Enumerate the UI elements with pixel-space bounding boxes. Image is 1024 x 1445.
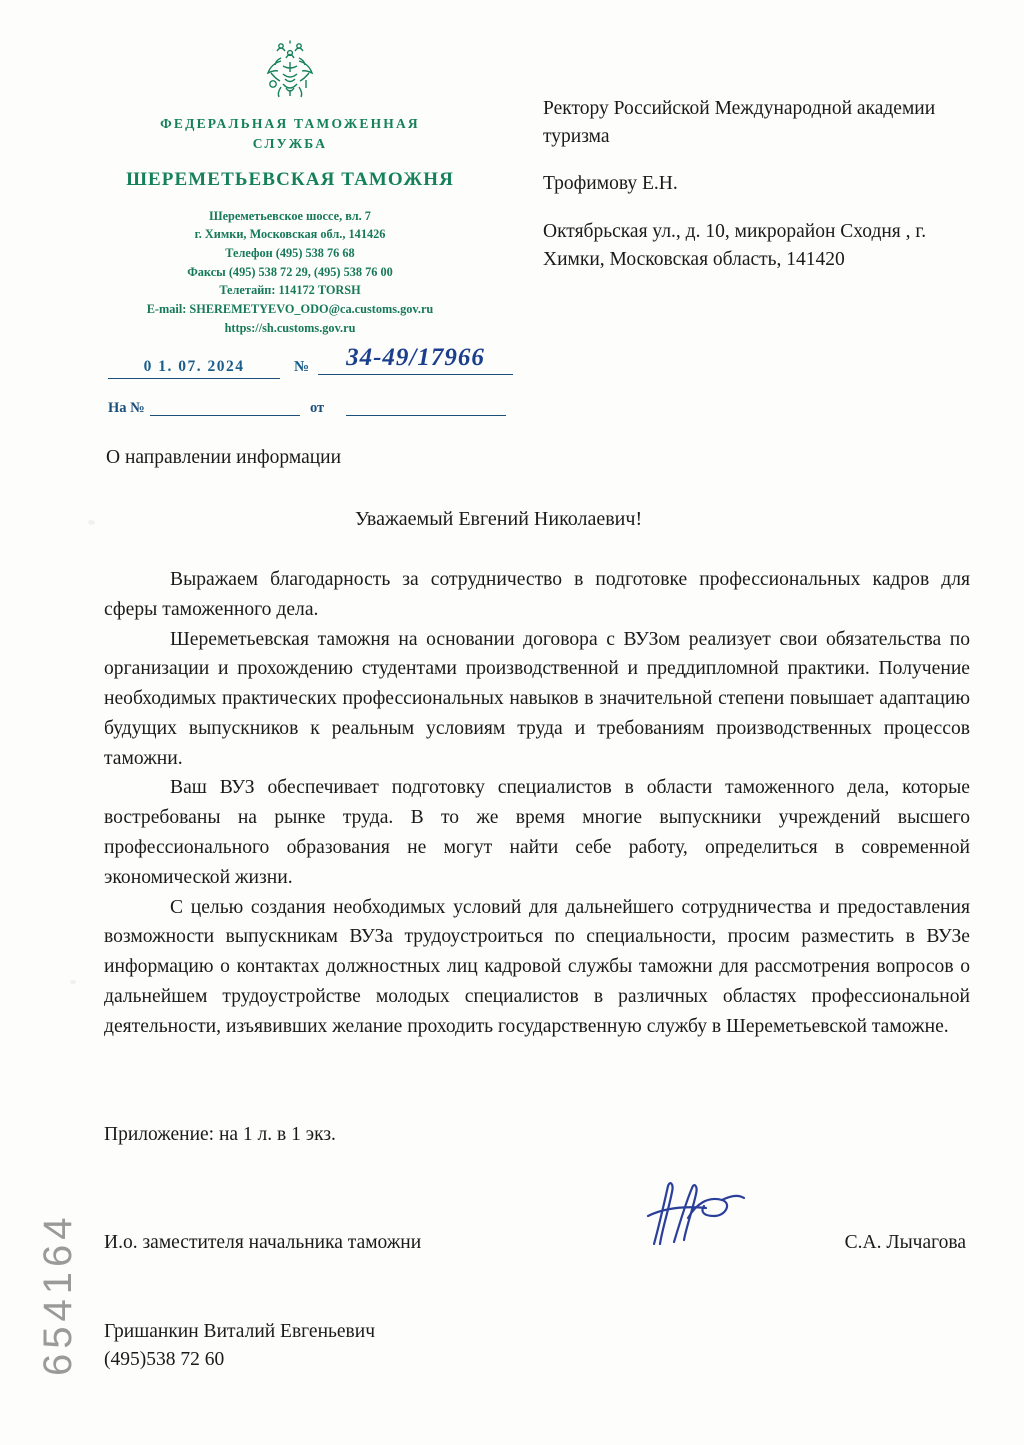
letterhead-org [100, 114, 480, 155]
reference-label: На № [108, 400, 145, 416]
salutation: Уважаемый Евгений Николаевич! [355, 508, 643, 530]
letterhead-city: г. Химки, Московская обл., 141426 [194, 227, 386, 242]
document-subject: О направлении информации [106, 447, 342, 468]
registration-number-symbol: № [294, 359, 310, 375]
scan-speckle [88, 520, 95, 525]
reference-blank-field [150, 398, 300, 416]
document-body [104, 565, 970, 1042]
letterhead-address: Шереметьевское шоссе, вл. 7 [209, 208, 371, 223]
letterhead-phone: Телефон (495) 538 76 68 [225, 245, 355, 260]
letterhead-website: https://sh.customs.gov.ru [224, 320, 356, 335]
body-paragraph-2: Шереметьевская таможня на основании договора с ВУЗом реализует свои обязательства по организации и прохождению студентами производственной и преддипломной практики. Получение необходимых практических профессиональных навыков в значительной степени повышает адаптацию будущих выпускников к реальным условиям труда и требованиям производственных процессов таможни. [104, 628, 970, 769]
registration-date: 0 1. 07. 2024 [108, 358, 280, 379]
handwritten-signature-icon [630, 1178, 760, 1250]
reference-from-label: от [310, 400, 325, 416]
letterhead [100, 38, 480, 337]
registration-number-value: 34-49/17966 [318, 344, 513, 375]
letterhead-email: E-mail: SHEREMETYEVO_ODO@ca.customs.gov.ru [146, 301, 434, 316]
letterhead-customs-name: ШЕРЕМЕТЬЕВСКАЯ ТАМОЖНЯ [126, 168, 454, 190]
body-paragraph-3: Ваш ВУЗ обеспечивает подготовку специалистов в области таможенного дела, которые востребованы на рынке труда. В то же время многие выпускники учреждений высшего профессионального образования не могут найти себе работу, определиться в современной экономической жизни. [104, 777, 970, 888]
letterhead-contacts [100, 207, 480, 338]
addressee-organization: Ректору Российской Международной академии туризма [543, 98, 936, 147]
executor-name: Гришанкин Виталий Евгеньевич [104, 1321, 376, 1342]
addressee-address: Октябрьская ул., д. 10, микрорайон Сходня , г. Химки, Московская область, 141420 [543, 221, 927, 270]
scan-speckle [70, 980, 76, 984]
registration-line [108, 344, 508, 384]
letterhead-teletype: Телетайп: 114172 TORSH [219, 283, 361, 298]
addressee-block [543, 95, 963, 273]
body-paragraph-4: С целью создания необходимых условий для дальнейшего сотрудничества и предоставления возможности выпускникам ВУЗа трудоустроиться по специальности, просим разместить в ВУЗе информацию о контактах должностных лиц кадровой службы таможни для рассмотрения вопросов о дальнейшем трудоустройстве молодых специалистов в различных областях профессиональной деятельности, изъявивших желание проходить государственную службу в Шереметьевской таможне. [104, 896, 970, 1037]
letterhead-org-line1: ФЕДЕРАЛЬНАЯ ТАМОЖЕННАЯ [160, 116, 420, 131]
executor-phone: (495)538 72 60 [104, 1349, 225, 1371]
addressee-person: Трофимову Е.Н. [543, 173, 678, 195]
russian-coat-of-arms-icon [259, 38, 321, 104]
reference-date-blank-field [346, 398, 506, 416]
body-paragraph-1: Выражаем благодарность за сотрудничество в подготовке профессиональных кадров для сферы таможенного дела. [104, 569, 970, 620]
stamp-number: 654164 [36, 1212, 80, 1376]
signatory-position: И.о. заместителя начальника таможни [104, 1232, 422, 1253]
letterhead-org-line2: СЛУЖБА [252, 136, 328, 152]
attachment-note: Приложение: на 1 л. в 1 экз. [104, 1124, 336, 1145]
executor-block [104, 1318, 375, 1375]
reference-line [108, 398, 528, 422]
signatory-name: С.А. Лычагова [844, 1232, 966, 1253]
letterhead-fax: Факсы (495) 538 72 29, (495) 538 76 00 [187, 264, 393, 279]
